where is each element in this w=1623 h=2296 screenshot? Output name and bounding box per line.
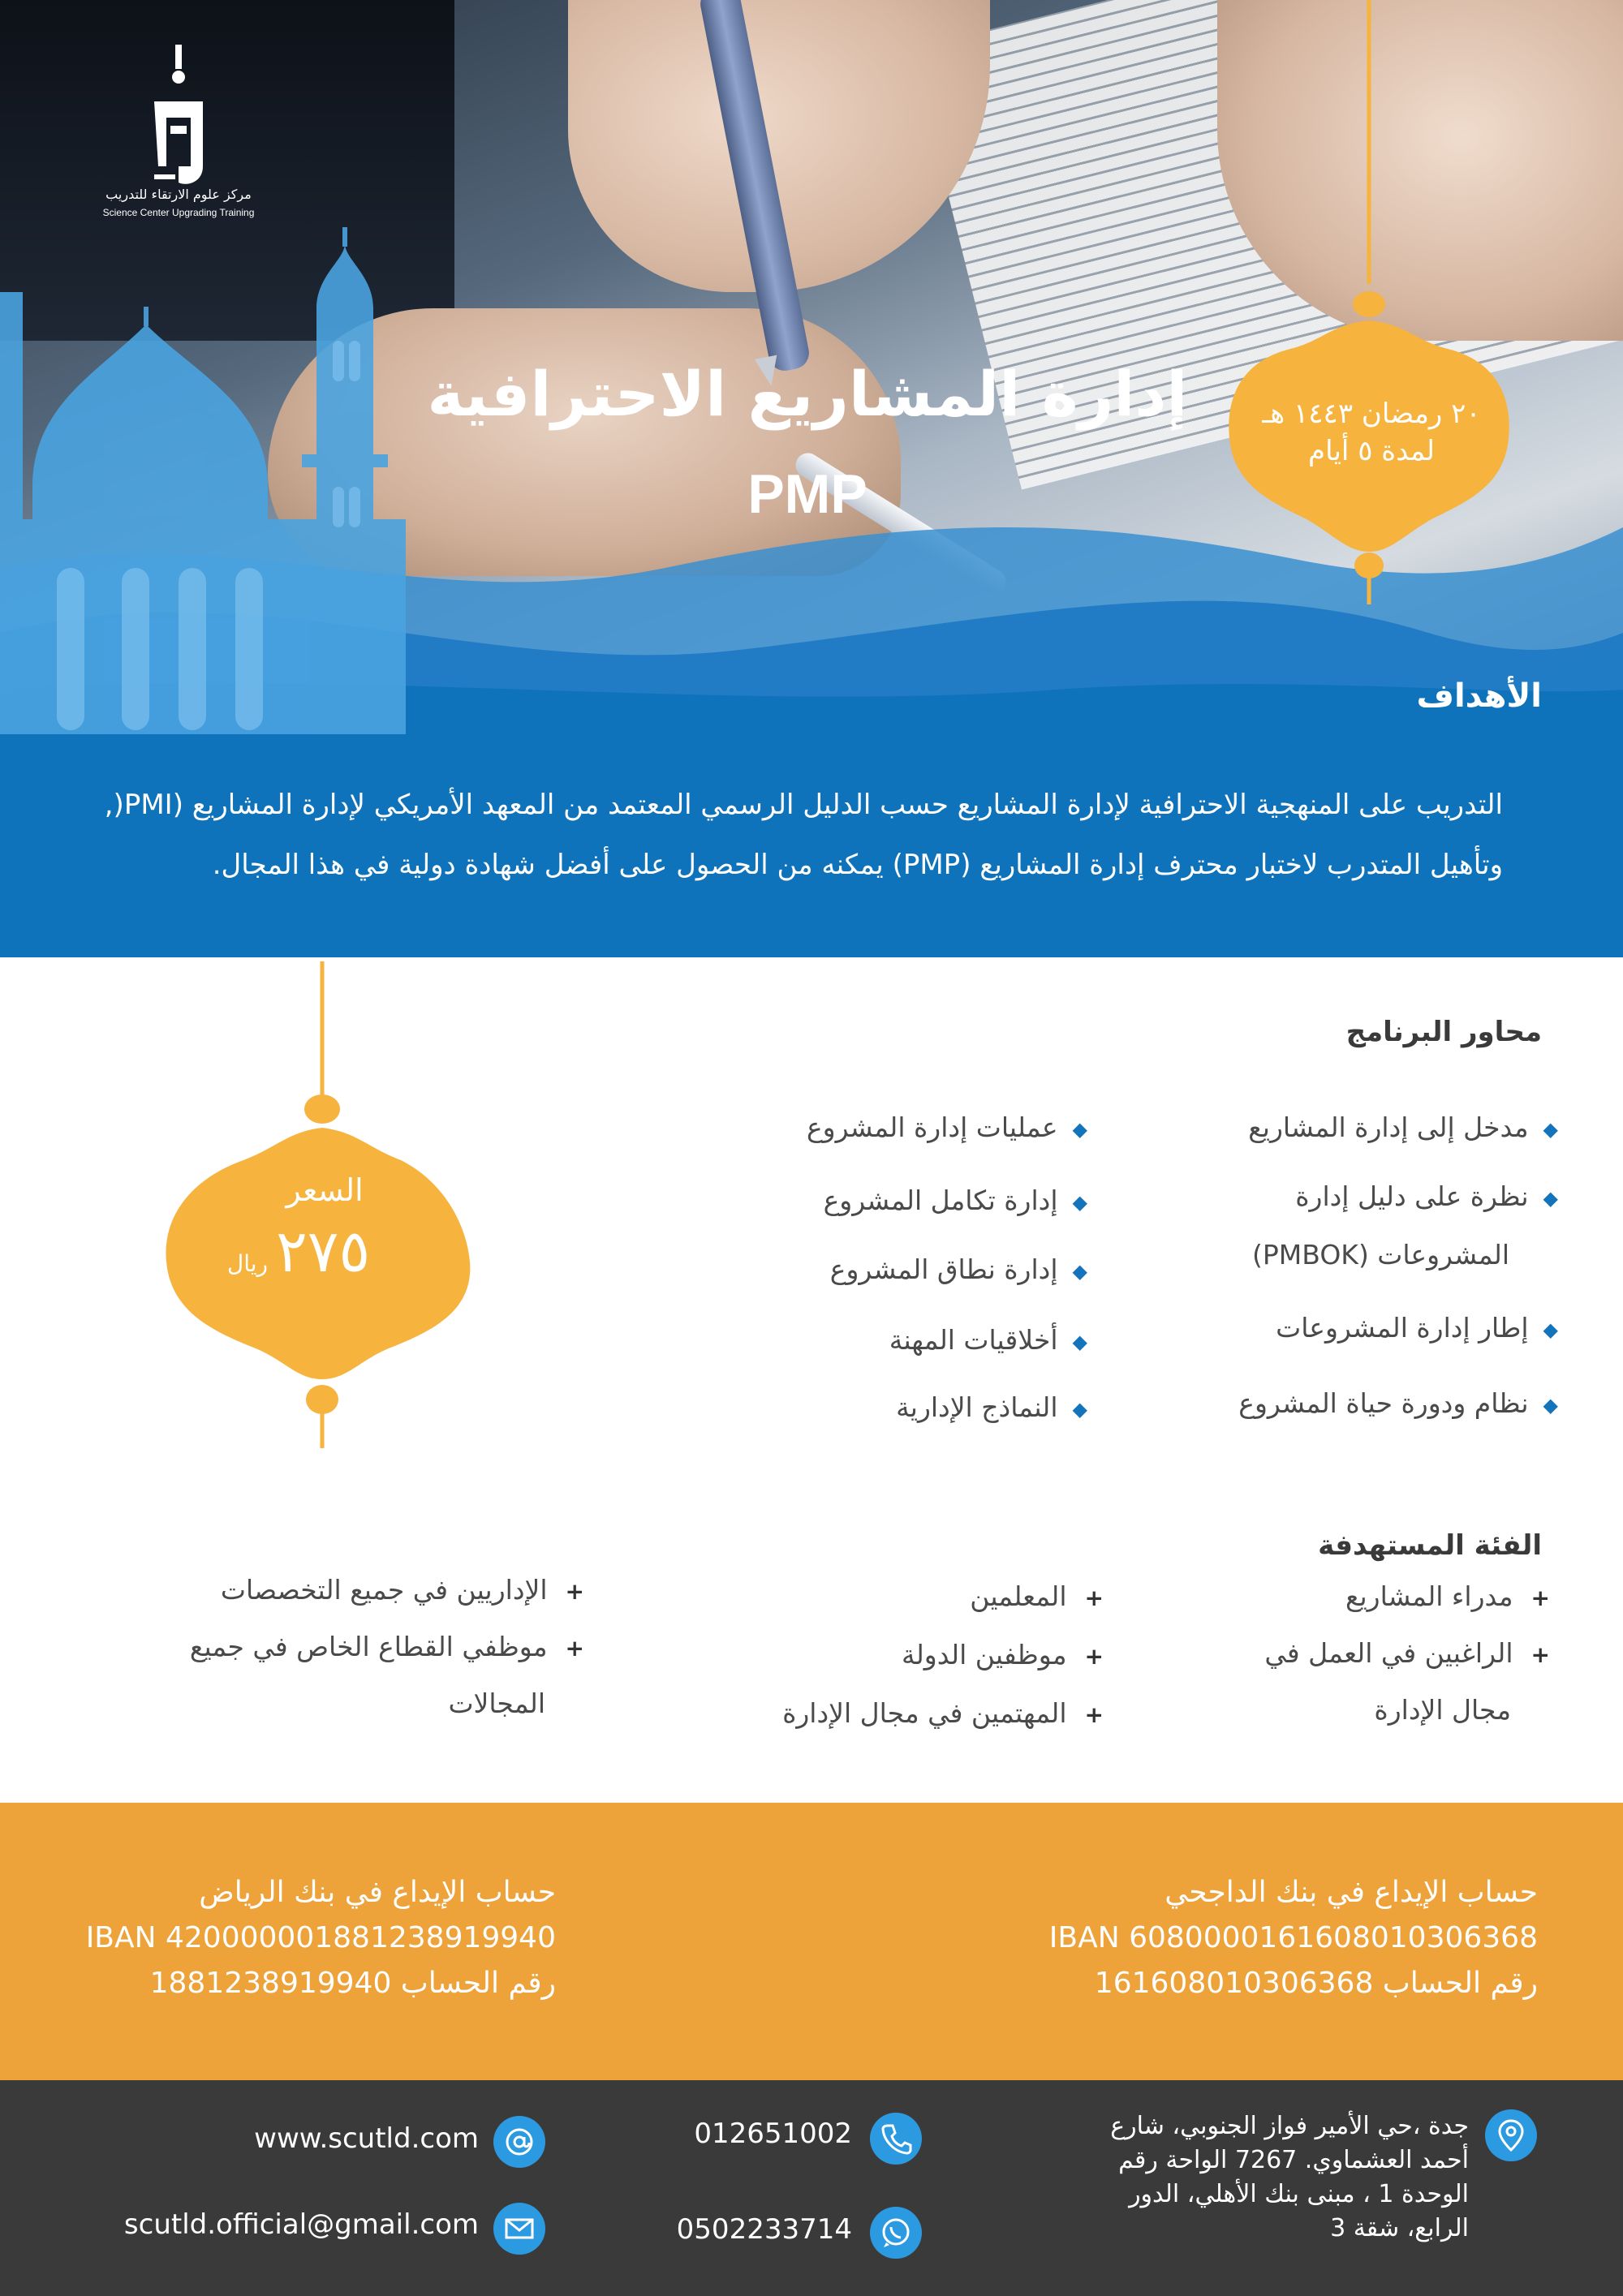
plus-bullet-icon: +	[1530, 1584, 1550, 1611]
objectives-text: التدريب على المنهجية الاحترافية لإدارة المشاريع حسب الدليل الرسمي المعتمد من المعهد الأمريكي لإدارة المشاريع (PMI(, وتأهيل المتدرب لاختبار محترف إدارة المشاريع (PMP) يمكنه من الحصول على أفضل شهادة دولية في هذا المجال.	[104, 789, 1503, 881]
email-icon	[493, 2203, 545, 2255]
list-item: +الإداريين في جميع التخصصات	[220, 1574, 584, 1606]
diamond-bullet-icon: ◆	[1072, 1117, 1087, 1141]
list-item: ◆نظرة على دليل إدارة	[1295, 1180, 1558, 1212]
list-item: +موظفي القطاع الخاص في جميع	[189, 1631, 584, 1662]
plus-bullet-icon: +	[565, 1635, 584, 1662]
audience-heading: الفئة المستهدفة	[1318, 1529, 1542, 1562]
price-amount: ٢٧٥	[276, 1217, 371, 1285]
program-list-right	[1055, 1111, 1558, 1436]
phone-icon	[870, 2113, 922, 2165]
list-item: +موظفين الدولة	[902, 1639, 1104, 1670]
phone-number[interactable]: 012651002	[694, 2118, 852, 2150]
list-item: ◆أخلاقيات المهنة	[889, 1324, 1087, 1356]
course-duration: لمدة ٥ أيام	[1308, 434, 1435, 467]
diamond-bullet-icon: ◆	[1072, 1330, 1087, 1353]
brand-name-arabic: مركز علوم الارتقاء للتدريب	[105, 187, 252, 202]
hero-banner	[0, 0, 1623, 734]
price-currency: ريال	[226, 1250, 269, 1277]
logo-mark-icon	[146, 45, 211, 191]
website-link[interactable]: www.scutld.com	[254, 2122, 479, 2155]
diamond-bullet-icon: ◆	[1072, 1259, 1087, 1283]
program-heading: محاور البرنامج	[1345, 1016, 1542, 1048]
price-label: السعر	[286, 1172, 364, 1208]
list-item: +مدراء المشاريع	[1345, 1580, 1550, 1612]
bank-iban: IBAN 6080000161608010306368	[1048, 1921, 1538, 1954]
list-item-continuation: المجالات	[448, 1688, 545, 1719]
course-title: إدارة المشاريع الاحترافية	[427, 358, 1188, 430]
list-item: ◆إدارة تكامل المشروع	[823, 1185, 1087, 1216]
diamond-bullet-icon: ◆	[1543, 1186, 1558, 1210]
bank-account-number: رقم الحساب 161608010306368	[1094, 1967, 1538, 2000]
email-link[interactable]: scutld.official@gmail.com	[123, 2208, 479, 2241]
diamond-bullet-icon: ◆	[1543, 1117, 1558, 1141]
address: جدة ،حي الأمير فواز الجنوبي، شارع أحمد العشماوي. 7267 الواحة رقم الوحدة 1 ، مبنى بنك الأهلي، الدور الرابع، شقة 3	[1110, 2112, 1469, 2242]
course-code: PMP	[747, 463, 867, 525]
list-item: ◆مدخل إلى إدارة المشاريع	[1248, 1111, 1558, 1143]
list-item-continuation: مجال الإدارة	[1374, 1694, 1511, 1726]
price-value	[193, 1217, 404, 1285]
list-item-continuation: المشروعات (PMBOK)	[1252, 1239, 1509, 1271]
plus-bullet-icon: +	[1530, 1641, 1550, 1668]
list-item: +الراغبين في العمل في	[1264, 1637, 1550, 1669]
location-pin-icon	[1485, 2109, 1537, 2161]
bank-title: حساب الإيداع في بنك الداجحي	[1165, 1876, 1538, 1909]
list-item: ◆إطار إدارة المشروعات	[1276, 1312, 1558, 1344]
diamond-bullet-icon: ◆	[1543, 1318, 1558, 1341]
list-item: +المعلمين	[970, 1580, 1104, 1612]
list-item: ◆النماذج الإدارية	[896, 1391, 1087, 1423]
diamond-bullet-icon: ◆	[1543, 1393, 1558, 1417]
program-list-left	[649, 1111, 1087, 1436]
list-item: ◆عمليات إدارة المشروع	[806, 1111, 1087, 1143]
bank-title: حساب الإيداع في بنك الرياض	[199, 1876, 556, 1909]
course-date-line1: ٢٠ رمضان ١٤٤٣ هـ	[1262, 398, 1481, 430]
plus-bullet-icon: +	[1084, 1701, 1104, 1728]
plus-bullet-icon: +	[565, 1578, 584, 1605]
bank-account-riyadh	[81, 1870, 556, 2006]
brand-name-english: Science Center Upgrading Training	[102, 207, 255, 218]
whatsapp-icon	[870, 2207, 922, 2259]
list-item: +المهتمين في مجال الإدارة	[782, 1697, 1104, 1729]
brand-logo	[81, 45, 276, 231]
bank-account-number: رقم الحساب 1881238919940	[149, 1967, 556, 2000]
audience-list-1	[1136, 1580, 1550, 1743]
diamond-bullet-icon: ◆	[1072, 1397, 1087, 1421]
diamond-bullet-icon: ◆	[1072, 1190, 1087, 1214]
bank-account-rajhi	[974, 1870, 1538, 2006]
bank-iban: IBAN 420000001881238919940	[85, 1921, 556, 1954]
whatsapp-number[interactable]: 0502233714	[676, 2213, 852, 2246]
plus-bullet-icon: +	[1084, 1584, 1104, 1611]
list-item: ◆نظام ودورة حياة المشروع	[1238, 1387, 1558, 1419]
audience-list-3	[114, 1574, 584, 1736]
audience-list-2	[682, 1580, 1104, 1743]
web-at-icon	[493, 2116, 545, 2168]
plus-bullet-icon: +	[1084, 1643, 1104, 1670]
objectives-heading: الأهداف	[1416, 677, 1542, 715]
list-item: ◆إدارة نطاق المشروع	[829, 1253, 1087, 1285]
